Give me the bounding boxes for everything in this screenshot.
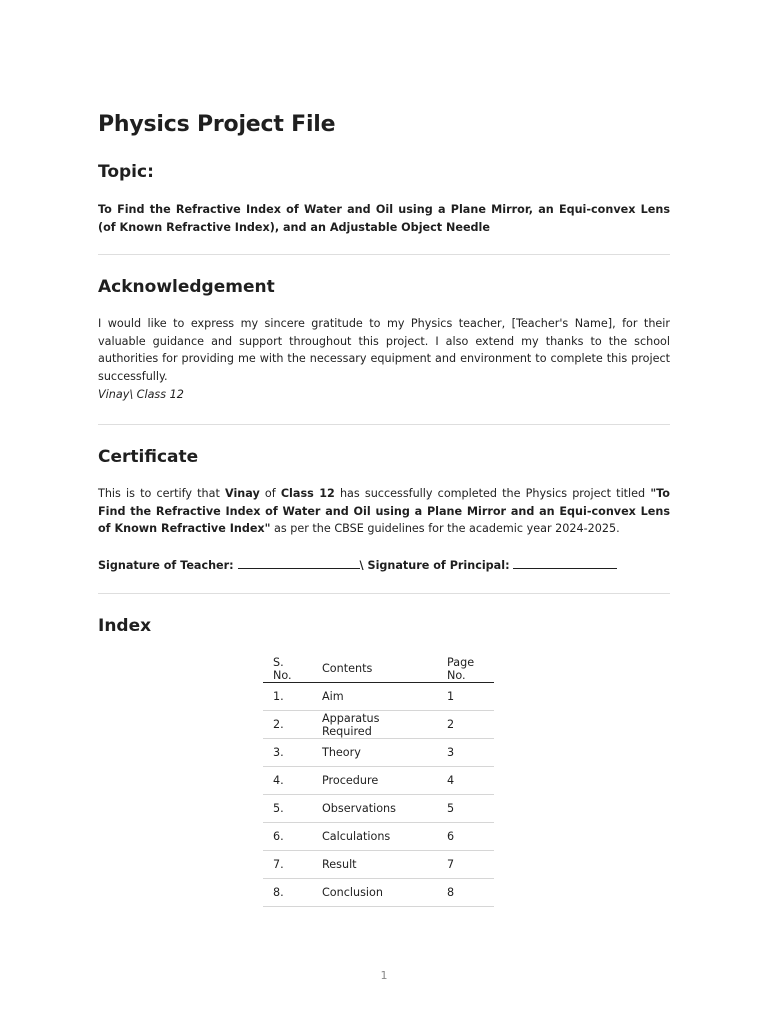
acknowledgement-signoff: Vinay\ Class 12 <box>98 388 184 401</box>
topic-text: To Find the Refractive Index of Water and Oil using a Plane Mirror, an Equi-convex Lens (of Known Refractive Index), and an Adjustable Object Needle <box>98 203 670 234</box>
divider <box>98 424 670 425</box>
table-row <box>263 851 494 879</box>
cell-page: 7 <box>437 851 494 879</box>
signature-separator: \ <box>359 559 368 572</box>
column-header-page: Page No. <box>437 655 494 683</box>
page-title: Physics Project File <box>98 112 336 137</box>
index-table <box>263 655 494 907</box>
topic-heading: Topic: <box>98 162 154 182</box>
cell-contents: Aim <box>312 683 437 711</box>
certificate-text-part: This is to certify that <box>98 487 225 500</box>
cell-sno: 7. <box>263 851 312 879</box>
cell-sno: 3. <box>263 739 312 767</box>
cell-contents: Procedure <box>312 767 437 795</box>
principal-signature-blank <box>513 557 617 569</box>
cell-page: 1 <box>437 683 494 711</box>
cell-page: 2 <box>437 711 494 739</box>
cell-contents: Result <box>312 851 437 879</box>
divider <box>98 593 670 594</box>
cell-page: 3 <box>437 739 494 767</box>
student-name: Vinay <box>224 487 260 500</box>
table-header-row <box>263 655 494 683</box>
page-number: 1 <box>380 969 388 982</box>
cell-contents: Theory <box>312 739 437 767</box>
certificate-text <box>98 485 670 538</box>
certificate-heading: Certificate <box>98 447 199 467</box>
cell-page: 5 <box>437 795 494 823</box>
cell-page: 6 <box>437 823 494 851</box>
cell-sno: 6. <box>263 823 312 851</box>
cell-page: 8 <box>437 879 494 907</box>
certificate-text-part: as per the CBSE guidelines for the academic year 2024-2025. <box>270 522 620 535</box>
project-title: "To Find the Refractive Index of Water and Oil using a Plane Mirror and an Equi-convex Lens of Known Refractive Index" <box>98 487 670 535</box>
cell-contents: Calculations <box>312 823 437 851</box>
table-row <box>263 795 494 823</box>
table-row <box>263 711 494 739</box>
cell-sno: 1. <box>263 683 312 711</box>
cell-contents: Apparatus Required <box>312 711 437 739</box>
cell-sno: 4. <box>263 767 312 795</box>
table-row <box>263 683 494 711</box>
cell-sno: 8. <box>263 879 312 907</box>
column-header-sno: S. No. <box>263 655 312 683</box>
acknowledgement-heading: Acknowledgement <box>98 277 275 297</box>
cell-contents: Observations <box>312 795 437 823</box>
table-row <box>263 739 494 767</box>
teacher-signature-label: Signature of Teacher: <box>98 559 238 572</box>
teacher-signature-blank <box>238 557 360 569</box>
table-row <box>263 879 494 907</box>
principal-signature-label: Signature of Principal: <box>367 559 514 572</box>
certificate-text-part: has successfully completed the Physics project titled <box>334 487 651 500</box>
cell-contents: Conclusion <box>312 879 437 907</box>
column-header-contents: Contents <box>312 655 437 683</box>
table-row <box>263 823 494 851</box>
cell-sno: 2. <box>263 711 312 739</box>
index-heading: Index <box>98 616 152 636</box>
student-class: Class 12 <box>280 487 335 500</box>
cell-sno: 5. <box>263 795 312 823</box>
cell-page: 4 <box>437 767 494 795</box>
certificate-text-part: of <box>259 487 281 500</box>
acknowledgement-text: I would like to express my sincere gratitude to my Physics teacher, [Teacher's Name], for their valuable guidance and support throughout this project. I also extend my thanks to the school authorities for providing me with the necessary equipment and environment to complete this project successfully. <box>98 317 670 383</box>
divider <box>98 254 670 255</box>
table-row <box>263 767 494 795</box>
signature-line <box>98 557 617 572</box>
